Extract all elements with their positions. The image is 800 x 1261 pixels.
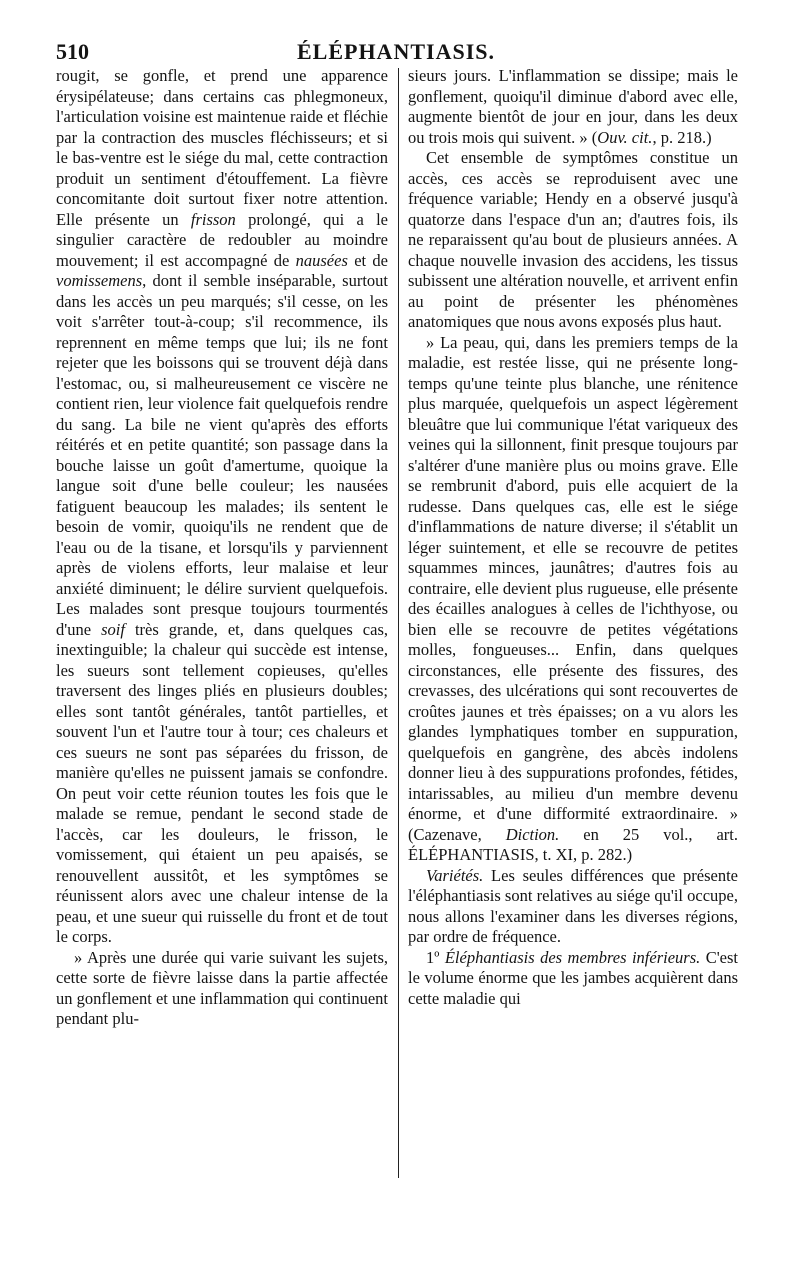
text-run: rougit, se gonfle, et prend une apparence érysipélateuse; dans certains cas phlegmoneux, l'articulation voisine est maintenue raide et fléchie par la contraction des muscles fléchisseurs; et si le bas-ventre est le siége du mal, cette contraction produit un sentiment d'étouffement. La fièvre concomitante doit surtout fixer notre attention. Elle présente un bbox=[56, 66, 388, 229]
emphasis-frisson: frisson bbox=[190, 209, 236, 229]
running-title: ÉLÉPHANTIASIS. bbox=[296, 39, 495, 64]
section-heading-varietes: Variétés. bbox=[426, 865, 484, 885]
left-paragraph-2: » Après une durée qui varie suivant les sujets, cette sorte de fièvre laisse dans la partie affectée un gonflement et une inflammation qui continuent pendant plu- bbox=[56, 947, 388, 1028]
text-run: Les seules différences que présente l'éléphantiasis sont relatives au siége qu'il occupe, nous allons l'examiner dans les diverses régions, par ordre de fréquence. bbox=[408, 865, 738, 946]
right-column bbox=[408, 66, 738, 1009]
text-run: C'est le volume énorme que les jambes acquièrent dans cette maladie qui bbox=[408, 947, 739, 1008]
right-paragraph-1 bbox=[408, 66, 738, 148]
text-run: sieurs jours. L'inflammation se dissipe; mais le gonflement, quoiqu'il diminue d'abord avec elle, augmente bientôt de jour en jour, dans les deux ou trois mois qui suivent. » ( bbox=[408, 66, 738, 147]
page-number: 510 bbox=[56, 39, 89, 64]
text-run: en 25 vol., art. ÉLÉPHANTIASIS, t. XI, p. 282.) bbox=[408, 824, 738, 864]
right-paragraph-varietes bbox=[408, 866, 738, 948]
emphasis-soif: soif bbox=[101, 619, 125, 639]
citation-diction: Diction. bbox=[505, 824, 560, 844]
text-run: , dont il semble inséparable, surtout dans les accès un peu marqués; s'il cesse, on les voit s'arrêter tout-à-coup; s'il recommence, ils reprennent en même temps que lui; ils ne font rejeter que les boissons qui se trouvent déjà dans l'estomac, ou, si malheureusement ce viscère ne contient rien, leur violence fait quelquefois rendre du sang. La bile ne vient qu'après des efforts réitérés et en petite quantité; son passage dans la bouche laisse un goût d'amertume, quoique la langue soit d'une belle couleur; les nausées fatiguent beaucoup les malades; ils sentent le besoin de vomir, quoiqu'ils ne rendent que de l'eau ou de la tisane, et lorsqu'ils y parviennent après de violens efforts, leur malaise et leur anxiété diminuent; le délire survient quelquefois. Les malades sont presque toujours tourmentés d'une bbox=[56, 271, 388, 639]
text-run: » La peau, qui, dans les premiers temps de la maladie, est restée lisse, qui ne présente long-temps qu'une teinte plus blanche, une rénitence plus marquée, quelquefois un aspect légèrement bleuâtre que lui communique l'état variqueux des veines qui la sillonnent, finit presque toujours par s'altérer d'une manière plus ou moins grave. Elle se rembrunit d'abord, puis elle acquiert de la rudesse. Dans quelques cas, elle est le siége d'inflammations de nature diverse; il s'établit un léger suintement, et elle se recouvre de petites squammes minces, jaunâtres; d'autres fois au contraire, elle devient plus rugueuse, elle présente des écailles analogues à celles de l'ichthyose, ou bien elle se recouvre de petites végétations molles, fongueuses... Enfin, dans quelques circonstances, elle présente des fissures, des crevasses, des ulcérations qui sont recouvertes de croûtes jaunes et très épaisses; on a vu alors les glandes lymphatiques tomber en suppuration, quelquefois en gangrène, des abcès indolens donner lieu à des suppurations profondes, fétides, intarissables, au milieu d'un membre devenu énorme, et d'une difformité extraordinaire. » (Cazenave, bbox=[408, 332, 738, 844]
column-divider bbox=[398, 68, 399, 1178]
emphasis-nausees: nausées bbox=[295, 250, 348, 270]
right-paragraph-membres bbox=[408, 948, 738, 1010]
text-run: très grande, et, dans quelques cas, inextinguible; la chaleur qui succède est intense, les sueurs sont tellement copieuses, qu'elles traversent des linges pliés en plusieurs doubles; elles sont tantôt générales, tantôt partielles, et souvent l'un et l'autre tour à tour; ces chaleurs et ces sueurs ne sont pas séparées du frisson, de manière qu'elles ne puissent jamais se confondre. On peut voir cette réunion toutes les fois que le malade se remue, pendant le second stade de l'accès, car les douleurs, le frisson, le vomissement, qui étaient un peu apaisés, se renouvellent aussitôt, et les symptômes se réunissent alors avec une chaleur intense de la peau, et une sueur qui ruisselle du front et de tout le corps. bbox=[56, 619, 389, 946]
section-number: 1º bbox=[426, 947, 445, 967]
emphasis-vomissemens: vomissemens bbox=[56, 271, 143, 290]
left-column bbox=[56, 66, 388, 1030]
page-header bbox=[56, 40, 736, 64]
text-run: , p. 218.) bbox=[652, 127, 712, 147]
text-run: prolongé, qui a le singulier caractère de redoubler au moindre mouvement; il est accompagné de bbox=[56, 209, 389, 270]
section-heading-membres: Éléphantiasis des membres inférieurs. bbox=[444, 947, 701, 967]
right-paragraph-2: Cet ensemble de symptômes constitue un accès, ces accès se reproduisent avec une fréquence variable; Hendy en a observé jusqu'à quatorze dans l'espace d'un an; d'autres fois, ils ne reparaissent qu'au bout de plusieurs années. A chaque nouvelle invasion des accidens, les tissus subissent une altération nouvelle, et arrivent enfin au point de présenter les phénomènes anatomiques que nous avons exposés plus haut. bbox=[408, 148, 738, 331]
text-run: et de bbox=[347, 250, 388, 270]
left-paragraph-1 bbox=[56, 66, 388, 948]
right-paragraph-3 bbox=[408, 333, 738, 866]
citation-ouv-cit: Ouv. cit. bbox=[597, 127, 653, 147]
